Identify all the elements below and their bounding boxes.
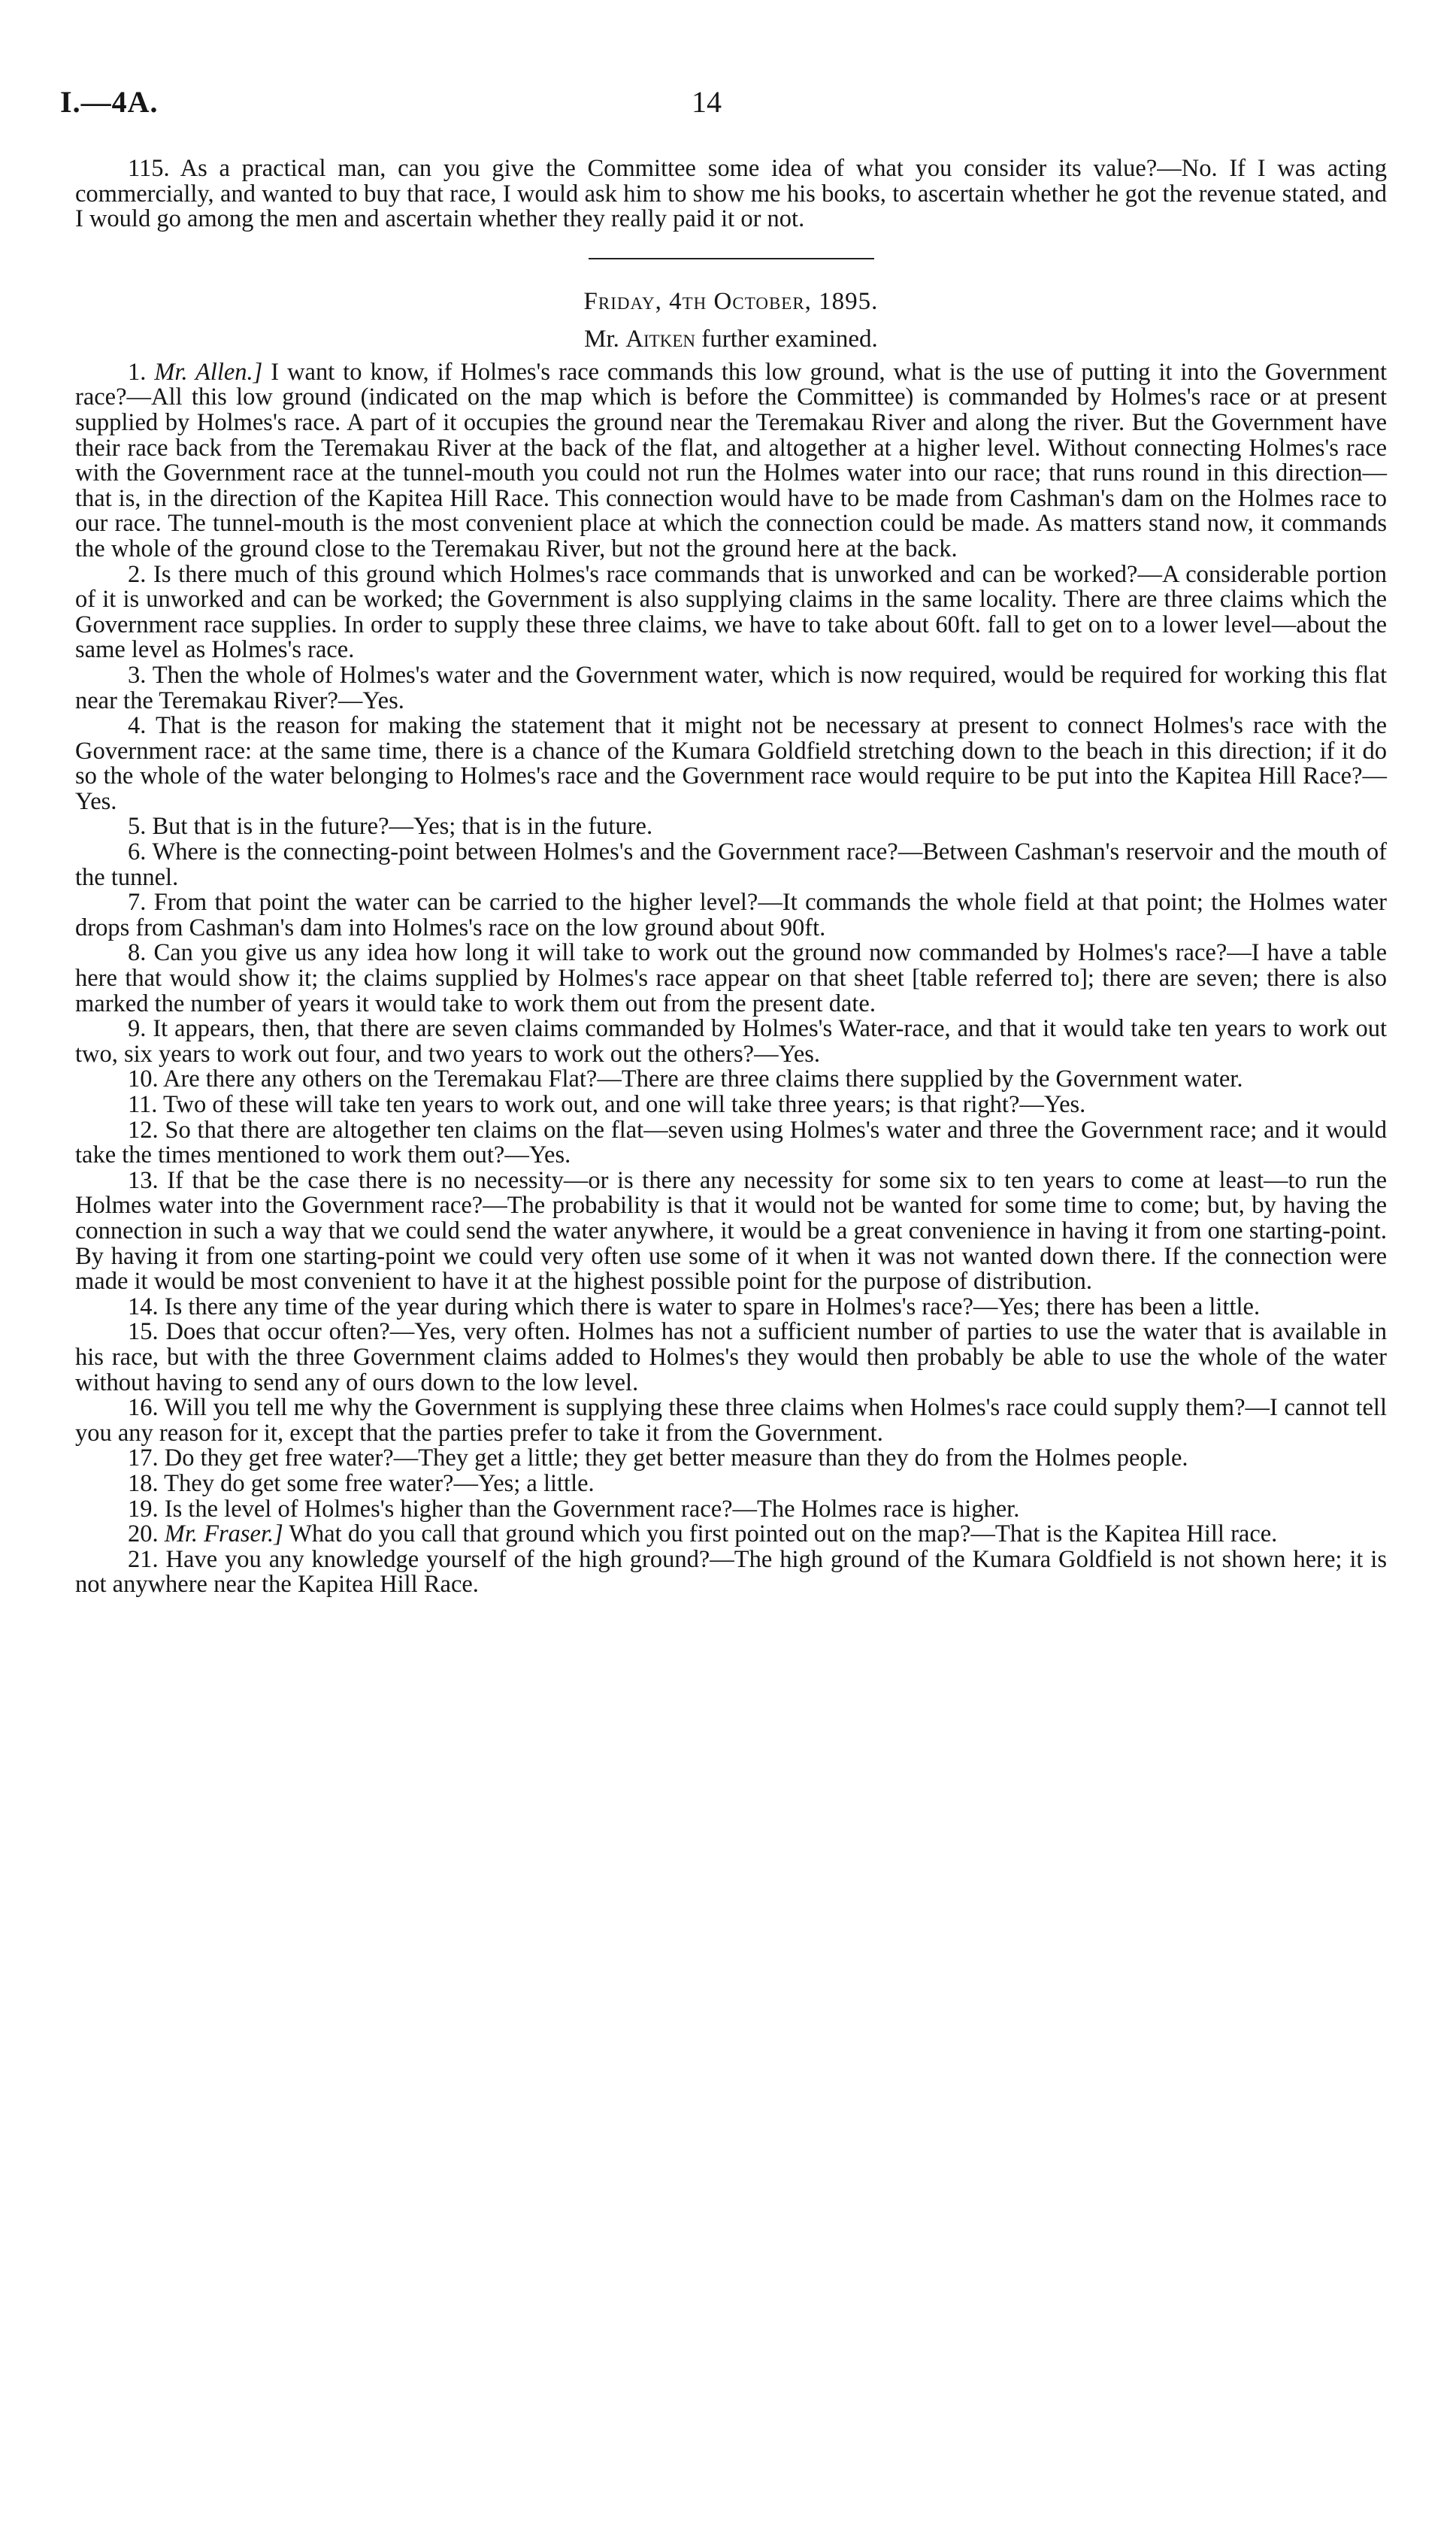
paragraph-item: [75, 1522, 1387, 1547]
paragraph-text: Have you any knowledge yourself of the high ground?—The high ground of the Kumara Goldfield is not shown here; it is not anywhere near the Kapitea Hill Race.: [75, 1545, 1387, 1599]
paragraph-item: [75, 840, 1387, 890]
witness-status: further examined.: [701, 325, 878, 353]
paragraph-item: [75, 941, 1387, 1017]
question-number: 13.: [128, 1166, 159, 1194]
document-reference: I.—4A.: [60, 85, 159, 119]
paragraph-text: Is the level of Holmes's higher than the Government race?—The Holmes race is higher.: [164, 1495, 1020, 1523]
question-number: 19.: [128, 1495, 159, 1523]
paragraph-item: [75, 814, 1387, 840]
question-number: 17.: [128, 1444, 159, 1472]
paragraph-item: [75, 1547, 1387, 1598]
witness-name: Aitken: [625, 325, 695, 353]
question-number: 4.: [128, 712, 147, 740]
question-number: 3.: [128, 661, 147, 689]
paragraph-item: [75, 1017, 1387, 1067]
paragraph-text: I want to know, if Holmes's race commands this low ground, what is the use of putting it into the Government race?—All this low ground (indicated on the map which is before the Committee) is commanded by Holmes's race or at present supplied by Holmes's race. A part of it occupies the ground near the Teremakau River and along the river. But the Government have their race back from the Teremakau River at the back of the flat, and altogether at a higher level. Without connecting Holmes's race with the Government race at the tunnel-mouth you could not run the Holmes water into our race; that runs round in this direction—that is, in the direction of the Kapitea Hill Race. This connection would have to be made from Cashman's dam on the Holmes race to our race. The tunnel-mouth is the most convenient place at which the connection could be made. As matters stand now, it commands the whole of the ground close to the Teremakau River, but not the ground here at the back.: [75, 358, 1388, 562]
paragraph-item: [75, 1295, 1387, 1320]
question-number: 18.: [128, 1469, 159, 1497]
paragraph-text: Can you give us any idea how long it will take to work out the ground now commanded by Holmes's race?—I have a table here that would show it; the claims supplied by Holmes's race appear on that sheet [table referred to]; there are seven; there is also marked the number of years it would take to work them out from the present date.: [75, 939, 1388, 1017]
paragraph-item: [75, 1067, 1387, 1093]
paragraph-text: Are there any others on the Teremakau Flat?—There are three claims there supplied by the Government water.: [162, 1065, 1243, 1093]
paragraph-item: [75, 1396, 1387, 1446]
question-number: 8.: [128, 939, 147, 967]
question-answer-list: [75, 360, 1387, 1598]
question-number: 9.: [128, 1015, 147, 1043]
paragraph-text: Then the whole of Holmes's water and the Government water, which is now required, would be required for working this flat near the Teremakau River?—Yes.: [75, 661, 1387, 714]
paragraph-text: If that be the case there is no necessity—or is there any necessity for some six to ten years to come at least—to run the Holmes water into the Government race?—The probability is that it would not be wanted for some time to come; but, by having the connection in such a way that we could send the water anywhere, it would be a great convenience in having it from one starting-point. By having it from one starting-point we could very often use some of it when it was not wanted down there. If the connection were made it would be most convenient to have it at the highest possible point for the purpose of distribution.: [75, 1166, 1388, 1296]
question-number: 20.: [128, 1520, 159, 1548]
paragraph-text: Where is the connecting-point between Holmes's and the Government race?—Between Cashman's reservoir and the mouth of the tunnel.: [75, 838, 1387, 891]
speaker-label: Mr. Fraser.]: [164, 1520, 283, 1548]
paragraph-item: [75, 714, 1387, 814]
paragraph-item: [75, 1320, 1387, 1396]
paragraph-text: Two of these will take ten years to work out, and one will take three years; is that right?—Yes.: [162, 1091, 1086, 1118]
paragraph-text: What do you call that ground which you first pointed out on the map?—That is the Kapitea Hill race.: [289, 1520, 1278, 1548]
question-number: 14.: [128, 1293, 159, 1320]
paragraph-text: That is the reason for making the statement that it might not be necessary at present to connect Holmes's race with the Government race: at the same time, there is a chance of the Kumara Goldfield stretching down to the beach in this direction; if it do so the whole of the water belonging to Holmes's race and the Government race would require to be put into the Kapitea Hill Race?—Yes.: [75, 712, 1387, 815]
question-number: 12.: [128, 1116, 159, 1144]
paragraph-item: [75, 663, 1387, 714]
paragraph-text: Is there much of this ground which Holmes's race commands that is unworked and can be worked?—A considerable portion of it is unworked and can be worked; the Government is also supplying claims in the same locality. There are three claims which the Government race supplies. In order to supply these three claims, we have to take about 60ft. fall to get on to a lower level—about the same level as Holmes's race.: [75, 560, 1387, 664]
page-header: [60, 84, 1387, 122]
paragraph-item: [75, 1469, 1387, 1497]
paragraph-115: [75, 156, 1387, 232]
question-number: 16.: [128, 1394, 159, 1422]
paragraph-text: But that is in the future?—Yes; that is in the future.: [152, 813, 653, 841]
paragraph-text: Does that occur often?—Yes, very often. Holmes has not a sufficient number of parties to use the water that is available in his race, but with the three Government claims added to Holmes's they would then probably be able to use the whole of the water without having to send any of ours down to the low level.: [75, 1318, 1388, 1396]
paragraph-text: From that point the water can be carried to the higher level?—It commands the whole field at that point; the Holmes water drops from Cashman's dam into Holmes's race on the low ground about 90ft.: [75, 889, 1388, 941]
paragraph-text: It appears, then, that there are seven claims commanded by Holmes's Water-race, and that it would take ten years to work out two, six years to work out four, and two years to work out the others?—Yes.: [75, 1015, 1387, 1068]
question-number: 11.: [128, 1091, 158, 1118]
paragraph-item: [75, 562, 1387, 663]
witness-line: [75, 324, 1387, 354]
paragraph-item: [75, 1446, 1387, 1472]
witness-title: Mr.: [584, 325, 619, 353]
paragraph-text: They do get some free water?—Yes; a little.: [164, 1469, 595, 1497]
paragraph-text: So that there are altogether ten claims on the flat—seven using Holmes's water and three the Government race; and it would take the times mentioned to work them out?—Yes.: [75, 1116, 1387, 1169]
paragraph-text: Do they get free water?—They get a little; they get better measure than they do from the Holmes people.: [164, 1444, 1188, 1472]
paragraph-item: [75, 360, 1387, 562]
question-number: 5.: [128, 813, 147, 841]
document-body: [75, 156, 1387, 1598]
paragraph-text: Is there any time of the year during which there is water to spare in Holmes's race?—Yes; there has been a little.: [164, 1293, 1261, 1320]
session-date: Friday, 4th October, 1895.: [583, 287, 879, 315]
question-number: 7.: [128, 889, 147, 917]
question-number: 6.: [128, 838, 147, 866]
question-number: 15.: [128, 1318, 159, 1346]
paragraph-item: [75, 1118, 1387, 1168]
question-number: 115.: [128, 155, 170, 182]
section-divider: [589, 258, 874, 259]
question-number: 2.: [128, 560, 147, 588]
question-number: 1.: [128, 358, 147, 386]
speaker-label: Mr. Allen.]: [154, 358, 263, 386]
paragraph-text: As a practical man, can you give the Committee some idea of what you consider its value?—No. If I was acting commercially, and wanted to buy that race, I would ask him to show me his books, to ascertain whether he got the revenue stated, and I would go among the men and ascertain whether they really paid it or not.: [75, 155, 1387, 233]
question-number: 21.: [128, 1545, 159, 1573]
question-number: 10.: [128, 1065, 159, 1093]
paragraph-item: [75, 1093, 1387, 1118]
paragraph-item: [75, 1168, 1387, 1295]
paragraph-text: Will you tell me why the Government is supplying these three claims when Holmes's race could supply them?—I cannot tell you any reason for it, except that the parties prefer to take it from the Government.: [75, 1394, 1387, 1447]
paragraph-item: [75, 1497, 1387, 1523]
paragraph-item: [75, 890, 1387, 941]
page-number: 14: [692, 85, 722, 119]
